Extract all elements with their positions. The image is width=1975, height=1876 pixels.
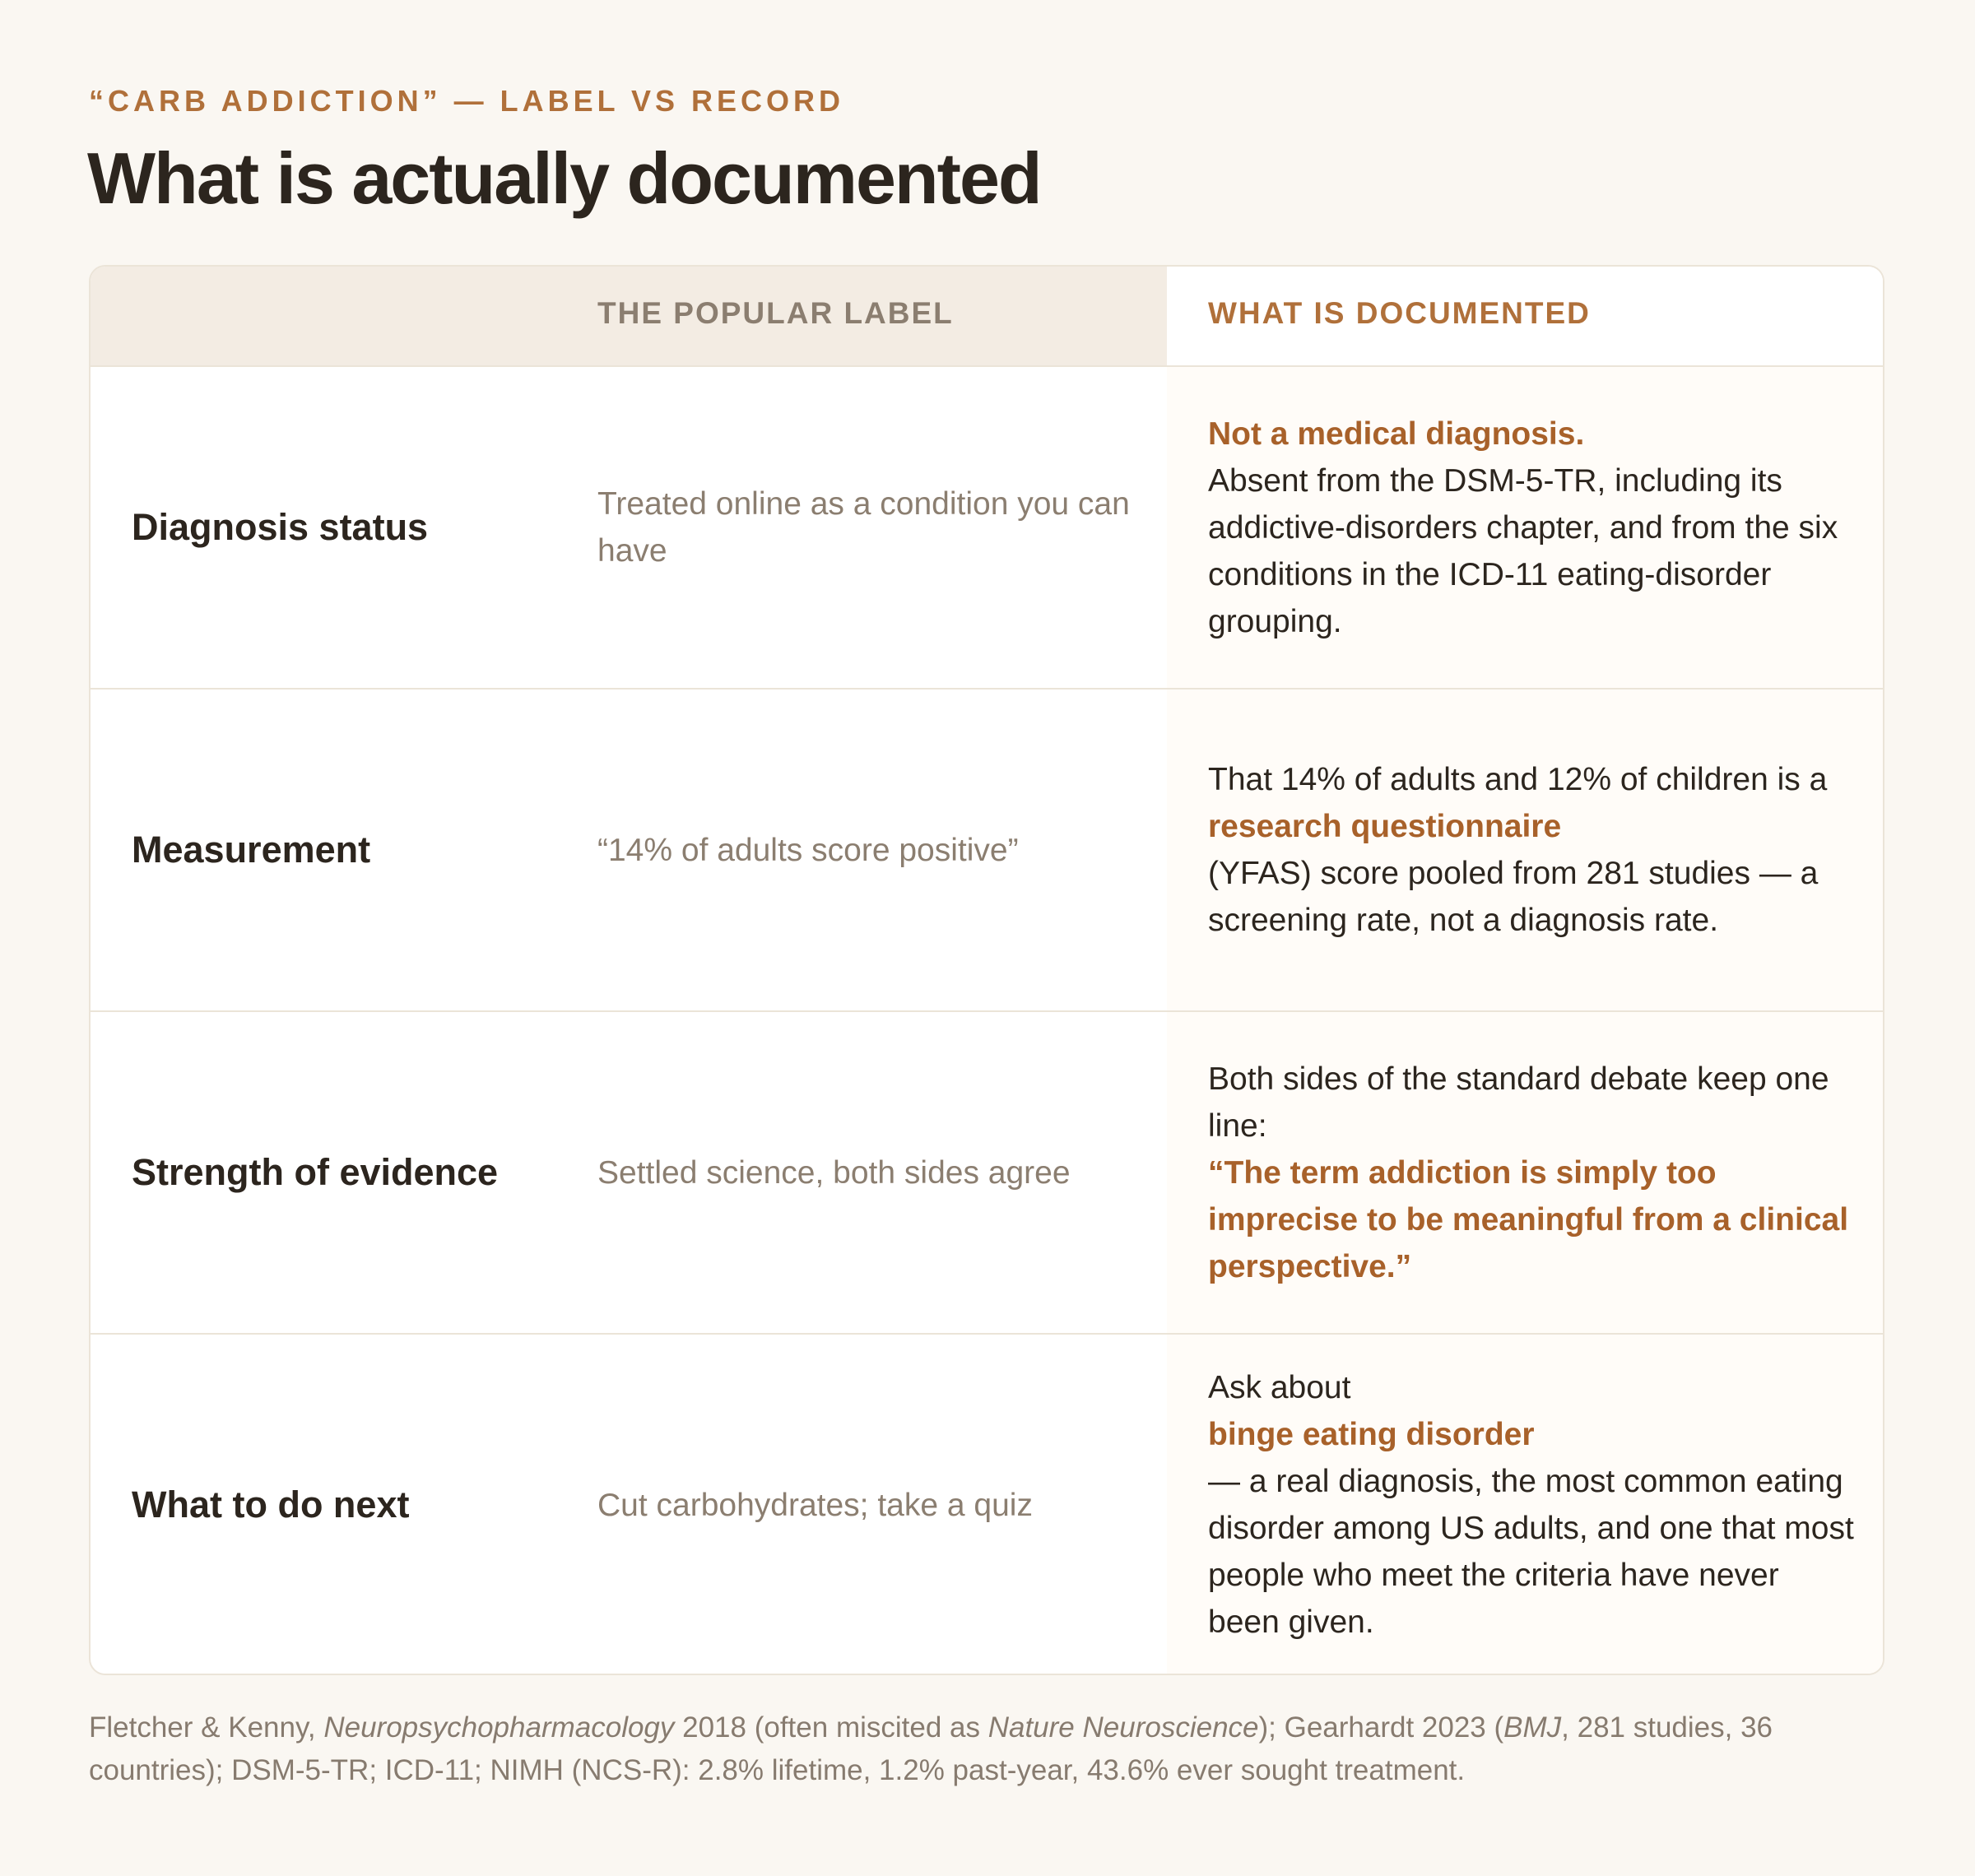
row-popular-cell	[597, 367, 1141, 688]
row-documented-detail: — a real diagnosis, the most common eating disorder among US adults, and one that most people who meet the criteria have never been given.	[1208, 1464, 1854, 1640]
row-documented-text	[1208, 411, 1858, 645]
row-documented-quote: “The term addiction is simply too imprecise to be meaningful from a clinical perspective.”	[1208, 1154, 1849, 1284]
table-row	[91, 367, 1883, 688]
source-text: ); Gearhardt 2023 (	[1258, 1711, 1504, 1744]
source-text: 2018 (often miscited as	[674, 1711, 988, 1744]
source-journal: Neuropsychopharmacology	[323, 1711, 675, 1744]
row-topic: What to do next	[132, 1484, 410, 1525]
source-journal: Nature Neuroscience	[988, 1711, 1259, 1744]
row-popular-label: Cut carbohydrates; take a quiz	[597, 1487, 1033, 1523]
source-text: , 281 studies, 36 countries); DSM-5-TR; ICD-11; NIMH (NCS-R): 2.8% lifetime, 1.2% past-year, 43.6% ever sought treatment.	[89, 1711, 1773, 1786]
column-header-documented: WHAT IS DOCUMENTED	[1208, 296, 1591, 330]
row-documented-cell	[1208, 367, 1858, 688]
row-topic-cell	[132, 690, 560, 1010]
row-documented-cell	[1208, 1335, 1858, 1675]
row-topic-cell	[132, 1012, 560, 1333]
row-popular-cell	[597, 690, 1141, 1010]
row-documented-detail: (YFAS) score pooled from 281 studies — a screening rate, not a diagnosis rate.	[1208, 856, 1819, 938]
eyebrow: “CARB ADDICTION” — LABEL VS RECORD	[89, 84, 845, 118]
source-text: Fletcher & Kenny,	[89, 1711, 324, 1744]
row-documented-cell	[1208, 1012, 1858, 1333]
table-row	[91, 690, 1883, 1010]
column-header-popular: THE POPULAR LABEL	[597, 296, 954, 330]
row-documented-highlight: binge eating disorder	[1208, 1417, 1535, 1452]
row-documented-intro: That 14% of adults and 12% of children is a	[1208, 762, 1828, 797]
row-topic-cell	[132, 367, 560, 688]
page-title: What is actually documented	[87, 137, 1041, 219]
row-documented-intro: Ask about	[1208, 1370, 1351, 1405]
row-documented-detail: Absent from the DSM-5-TR, including its addictive-disorders chapter, and from the six conditions in the ICD-11 eating-disorder grouping.	[1208, 462, 1838, 639]
row-popular-cell	[597, 1012, 1141, 1333]
source-note	[89, 1707, 1899, 1792]
table-row	[91, 1335, 1883, 1675]
row-topic-cell	[132, 1335, 560, 1675]
row-popular-label: “14% of adults score positive”	[597, 832, 1019, 868]
row-popular-label: Settled science, both sides agree	[597, 1154, 1071, 1191]
row-documented-text	[1208, 1364, 1858, 1646]
row-documented-highlight: research questionnaire	[1208, 809, 1562, 844]
row-topic: Diagnosis status	[132, 506, 429, 548]
row-popular-label: Treated online as a condition you can have	[597, 486, 1130, 569]
row-documented-text	[1208, 756, 1858, 944]
row-topic: Measurement	[132, 829, 371, 871]
row-topic: Strength of evidence	[132, 1151, 499, 1193]
row-documented-intro: Both sides of the standard debate keep one line:	[1208, 1061, 1829, 1144]
row-documented-text	[1208, 1056, 1858, 1290]
row-documented-highlight: Not a medical diagnosis.	[1208, 416, 1585, 452]
table-row	[91, 1012, 1883, 1333]
row-popular-cell	[597, 1335, 1141, 1675]
source-journal: BMJ	[1503, 1711, 1562, 1744]
comparison-table	[89, 265, 1884, 1675]
row-documented-cell	[1208, 690, 1858, 1010]
